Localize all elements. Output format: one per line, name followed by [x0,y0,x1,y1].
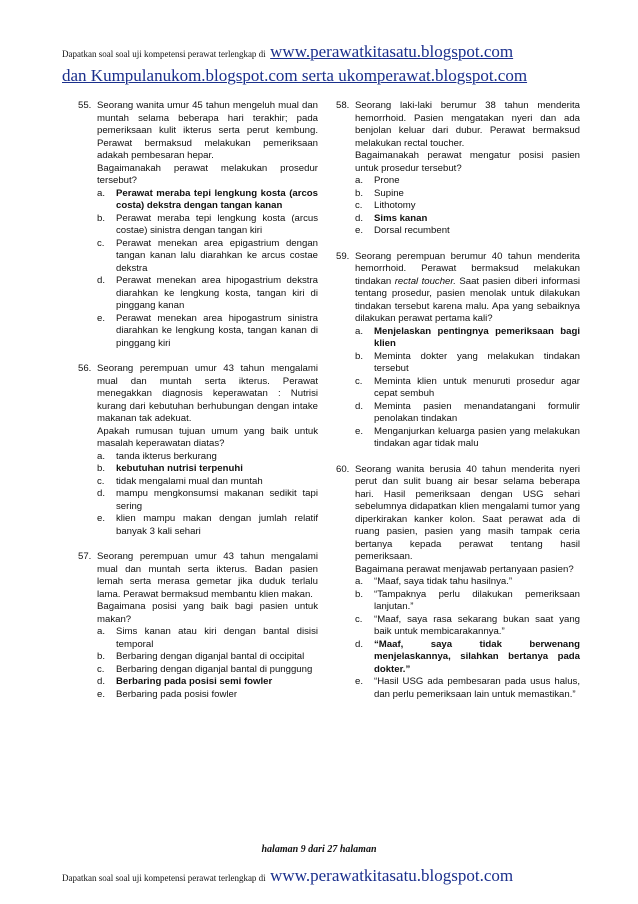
footer-link-perawatkitasatu[interactable]: www.perawatkitasatu.blogspot.com [270,866,514,885]
footer-line [62,864,513,890]
option-d: d. mampu mengkonsumsi makanan sedikit tapi sering [97,488,318,512]
page-number: halaman 9 dari 27 halaman [261,844,377,855]
option-d: d. Perawat menekan area hipogastrium dekstra diarahkan ke lengkung kosta, tangan kiri di pinggang kanan [97,275,318,311]
option-b: b. Meminta dokter yang melakukan tindakan tersebut [355,350,580,374]
question-prompt: Bagaimanakah perawat mengatur posisi pasien untuk prosedur tersebut? [355,150,580,174]
option-c: c. tidak mengalami mual dan muntah [97,475,263,487]
question-stem: Seorang wanita berusia 40 tahun menderita nyeri perut dan sulit buang air besar selama beberapa hari. Hasil pemeriksaan dengan USG sehari sebelumnya didapatkan klien mengalami tumor yang diperkirakan kanker kolon. Saat perawat ada di ruang pasien, pasien yang masih tampak ceria bertanya kepada perawat tentang hasil pemeriksaan. [355,463,580,562]
question-number: 55. [78,100,92,111]
option-e: e. Perawat menekan area hipogastrum sinistra diarahkan ke lengkung kosta, tangan kanan di pinggang kiri [97,312,318,349]
question-number: 56. [78,363,92,374]
question-58 [336,100,580,238]
header-prefix: Dapatkan soal soal uji kompetensi perawat terlengkap di [62,49,266,59]
question-stem: Seorang perempuan berumur 40 tahun menderita hemorrhoid. Perawat bermaksud melakukan tindakan rectal toucher. Saat pasien diberi informasi tentang prosedur, pasien menolak untuk dilakukan tindakan tersebut karena malu. Apa yang sebaiknya dilakukan perawat pertama kali? [355,250,580,324]
option-c: c. Meminta klien untuk menuruti prosedur agar cepat sembuh [355,375,580,399]
option-e: e. “Hasil USG ada pembesaran pada usus halus, dan perlu pemeriksaan lain untuk memastikan.” [355,676,580,700]
option-c: c. Perawat menekan area epigastrium dengan tangan kanan lalu diarahkan ke arcus costae dekstra [97,237,318,274]
option-e: e. Dorsal recumbent [355,225,450,236]
option-d: d. Berbaring pada posisi semi fowler [97,676,273,687]
question-number: 59. [336,250,350,262]
option-c: c. Berbaring dengan diganjal bantal di punggung [97,663,313,675]
option-d: d. Meminta pasien menandatangani formulir penolakan tindakan [355,400,580,424]
question-prompt: Apakah rumusan tujuan umum yang baik untuk masalah keperawatan diatas? [97,425,318,449]
option-b: b. kebutuhan nutrisi terpenuhi [97,463,243,474]
question-stem: Seorang wanita umur 45 tahun mengeluh mual dan muntah selama beberapa hari terakhir; pada pemeriksaan kulit ikterus serta perut kembung. Perawat bermaksud melakukan pemeriksaan adakah pembesaran hepar. [97,100,318,161]
question-60 [336,464,580,702]
rectal-toucher-term: rectal toucher. [394,275,456,287]
question-prompt: Bagaimana perawat menjawab pertanyaan pasien? [355,563,574,575]
option-c: c. “Maaf, saya rasa sekarang bukan saat yang baik untuk membicarakannya.” [355,613,580,637]
option-b: b. “Tampaknya perlu dilakukan pemeriksaan lanjutan.” [355,588,580,612]
question-55 [78,100,318,350]
option-a: a. “Maaf, saya tidak tahu hasilnya.” [355,576,513,587]
question-number: 58. [336,100,350,111]
question-prompt: Bagaimanakah perawat melakukan prosedur tersebut? [97,162,318,186]
option-c: c. Lithotomy [355,200,416,211]
option-a: a. Sims kanan atau kiri dengan bantal disisi temporal [97,626,318,650]
option-b: b. Berbaring dengan diganjal bantal di occipital [97,651,305,662]
header-link-perawatkitasatu[interactable]: www.perawatkitasatu.blogspot.com [270,42,514,61]
question-56 [78,363,318,538]
option-e: e. Menganjurkan keluarga pasien yang melakukan tindakan agar tidak malu [355,425,580,449]
left-column [78,100,318,714]
option-e: e. klien mampu makan dengan jumlah relatif banyak 3 kali sehari [97,513,318,537]
header-link-kumpulanukom[interactable]: dan Kumpulanukom.blogspot.com serta ukomperawat.blogspot.com [62,66,528,85]
question-stem: Seorang laki-laki berumur 38 tahun menderita hemorrhoid. Pasien mengatakan nyeri dan ada benjolan keluar dari dubur. Perawat bermaksud melakukan rectal toucher. [355,100,580,149]
question-57 [78,551,318,701]
option-a: a. Prone [355,175,400,186]
option-a: a. tanda ikterus berkurang [97,450,217,462]
option-a: a. Menjelaskan pentingnya pemeriksaan bagi klien [355,325,580,349]
option-d: d. Sims kanan [355,212,428,224]
header-line-2 [62,64,527,89]
question-59 [336,251,580,451]
question-stem: Seorang perempuan umur 43 tahun mengalami mual dan muntah serta ikterus. Perawat menegakkan diagnosis keperawatan : Nutrisi kurang dari kebutuhan berhubungan dengan intake makanan tak adekuat. [97,363,318,424]
option-a: a. Perawat meraba tepi lengkung kosta (arcos costa) dekstra dengan tangan kanan [97,187,318,211]
option-d: d. “Maaf, saya tidak berwenang menjelaskannya, silahkan bertanya pada dokter.” [355,638,580,675]
option-b: b. Perawat meraba tepi lengkung kosta (arcus costae) sinistra dengan tangan kiri [97,212,318,236]
question-number: 57. [78,551,92,562]
question-number: 60. [336,463,350,475]
option-b: b. Supine [355,187,404,199]
question-stem: Seorang perempuan umur 43 tahun mengalami mual dan muntah serta ikterus. Badan pasien lemah serta merasa gemetar jika duduk terlalu lama. Perawat bermaksud membantu klien makan. [97,551,318,600]
right-column [336,100,580,714]
question-prompt: Bagaimana posisi yang baik bagi pasien untuk makan? [97,601,318,625]
footer-prefix: Dapatkan soal soal uji kompetensi perawat terlengkap di [62,873,266,883]
option-e: e. Berbaring pada posisi fowler [97,688,238,700]
header-line-1 [62,40,513,66]
